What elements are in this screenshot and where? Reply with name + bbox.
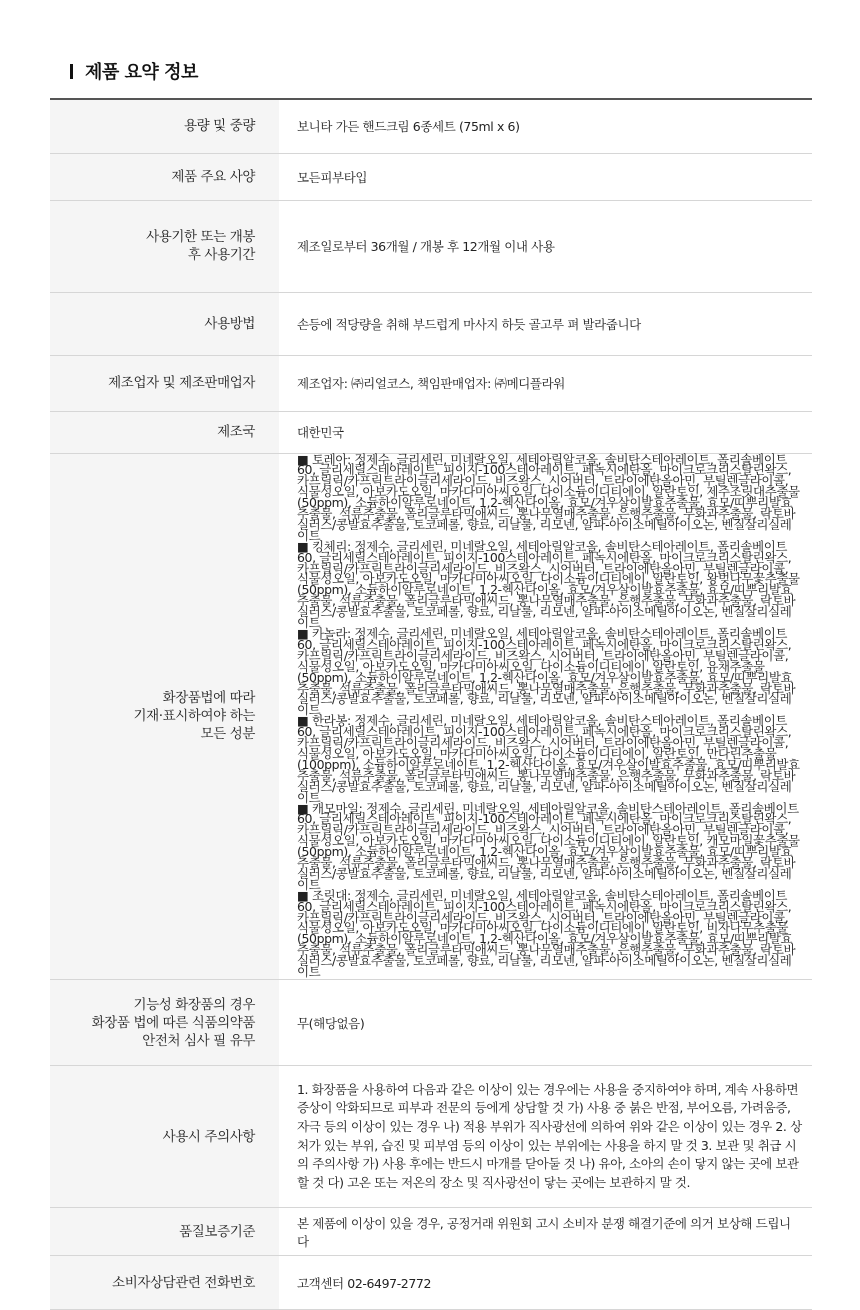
row-value: 대한민국 [279, 411, 812, 453]
row-label: 화장품법에 따라 기재·표시하여야 하는 모든 성분 [50, 453, 279, 980]
row-value: 제조일로부터 36개월 / 개봉 후 12개월 이내 사용 [279, 200, 812, 292]
ingredient-paragraph: ■ 카놀라: 정제수, 글리세린, 미네랄오일, 세테아릴알코올, 솔비탄스테아레이트, 폴리솔베이트60, 글리세릴스테아레이트, 피이지-100스테아레이트, 페녹시에탄올, 마이크로크리스탈린왁스, 카프릴릭/카프릭트라이글리세라이드, 비즈왁스, 시어버터, 트라이에탄올아민, 부틸렌글라이콜, 식물성오일, 아보카도오일, 마카다미아씨오일, 다이소듐이디티에이, 알란토인, 유채추출물(50ppm), 소듐하이알루로네이트, 1,2-헥산다이올, 효모/겨우살이발효추출물, 효모/띠뿌리발효추출물, 석류추출물, 폴리글루타믹애씨드, 뽕나무열매추출물, 은행추출물, 무화과추출물, 락토바실러스/콩발효추출물, 토코페롤, 향료, 리날룰, 리모넨, 알파-아이소메틸아이오논, 벤질살리실레이트 [297, 626, 796, 718]
table-row [50, 980, 812, 1066]
row-label: 제조업자 및 제조판매업자 [50, 355, 279, 411]
ingredient-paragraph: ■ 토레아: 정제수, 글리세린, 미네랄오일, 세테아릴알코올, 솔비탄스테아레이트, 폴리솔베이트60, 글리세릴스테아레이트, 피이지-100스테아레이트, 페녹시에탄올, 마이크로크리스탈린왁스, 카프릴릭/카프릭트라이글리세라이드, 비즈왁스, 시어버터, 트라이에탄올아민, 부틸렌글라이콜, 식물성오일, 아보카도오일, 마카다미아씨오일, 다이소듐이디티에이, 알란토인, 제주조릿대추출물(50ppm), 소듐하이알루로네이트, 1,2-헥산다이올, 효모/겨우살이발효추출물, 효모/띠뿌리발효추출물, 석류추출물, 폴리글루타믹애씨드, 뽕나무열매추출물, 은행추출물, 무화과추출물, 락토바실러스/콩발효추출물, 토코페롤, 향료, 리날룰, 리모넨, 알파-아이소메틸아이오논, 벤질살리실레이트 [297, 451, 800, 543]
row-label: 제품 주요 사양 [50, 153, 279, 200]
row-value: 제조업자: ㈜리얼코스, 책임판매업자: ㈜메디플라워 [279, 355, 812, 411]
row-label: 품질보증기준 [50, 1208, 279, 1256]
ingredient-paragraph: ■ 킹체리: 정제수, 글리세린, 미네랄오일, 세테아릴알코올, 솔비탄스테아레이트, 폴리솔베이트60, 글리세릴스테아레이트, 피이지-100스테아레이트, 페녹시에탄올, 마이크로크리스탈린왁스, 카프릴릭/카프릭트라이글리세라이드, 비즈왁스, 시어버터, 트라이에탄올아민, 부틸렌글라이콜, 식물성오일, 아보카도오일, 마카다미아씨오일, 다이소듐이디티에이, 알란토인, 왕벚나무꽃추출물(50ppm), 소듐하이알루로네이트, 1,2-헥산다이올, 효모/겨우살이발효추출물, 효모/띠뿌리발효추출물, 석류추출물, 폴리글루타믹애씨드, 뽕나무열매추출물, 은행추출물, 무화과추출물, 락토바실러스/콩발효추출물, 토코페롤, 향료, 리날룰, 리모넨, 알파-아이소메틸아이오논, 벤질살리실레이트 [297, 538, 800, 631]
row-value: 무(해당없음) [279, 980, 812, 1066]
row-label: 사용방법 [50, 292, 279, 355]
table-row [50, 99, 812, 153]
table-row [50, 411, 812, 453]
row-value: 보니타 가든 핸드크림 6종세트 (75ml x 6) [279, 99, 812, 153]
table-row [50, 200, 812, 292]
ingredients-list [279, 453, 812, 980]
row-label: 사용시 주의사항 [50, 1066, 279, 1208]
ingredient-paragraph: ■ 캐모마일: 정제수, 글리세린, 미네랄오일, 세테아릴알코올, 솔비탄스테아레이트, 폴리솔베이트60, 글리세릴스테아레이트, 피이지-100스테아레이트, 페녹시에탄올, 마이크로크리스탈린왁스, 카프릴릭/카프릭트라이글리세라이드, 비즈왁스, 시어버터, 트라이에탄올아민, 부틸렌글라이콜, 식물성오일, 아보카도오일, 마카다미아씨오일, 다이소듐이디티에이, 알란토인, 캐모마일꽃추출물(50ppm), 소듐하이알루로네이트, 1,2-헥산다이올, 효모/겨우살이발효추출물, 효모/띠뿌리발효추출물, 석류추출물, 폴리글루타믹애씨드, 뽕나무열매추출물, 은행추출물, 무화과추출물, 락토바실러스/콩발효추출물, 토코페롤, 향료, 리날룰, 리모넨, 알파-아이소메틸아이오논, 벤질살리실레이트 [297, 800, 800, 892]
product-info-table [50, 98, 812, 1310]
table-row [50, 153, 812, 200]
row-label: 기능성 화장품의 경우 화장품 법에 따른 식품의약품 안전처 심사 필 유무 [50, 980, 279, 1066]
table-row [50, 1208, 812, 1256]
row-label: 제조국 [50, 411, 279, 453]
row-value: 모든피부타입 [279, 153, 812, 200]
row-value: 고객센터 02-6497-2772 [279, 1256, 812, 1310]
row-label: 사용기한 또는 개봉 후 사용기간 [50, 200, 279, 292]
table-row [50, 1256, 812, 1310]
table-row [50, 1066, 812, 1208]
table-row [50, 355, 812, 411]
precautions-text: 1. 화장품을 사용하여 다음과 같은 이상이 있는 경우에는 사용을 중지하여야 하며, 계속 사용하면 증상이 악화되므로 피부과 전문의 등에게 상담할 것 가) 사용 중 붉은 반점, 부어오름, 가려움증, 자극 등의 이상이 있는 경우 나) 적용 부위가 직사광선에 의하여 위와 같은 이상이 있는 경우 2. 상처가 있는 부위, 습진 및 피부염 등의 이상이 있는 부위에는 사용을 하지 말 것 3. 보관 및 취급 시의 주의사항 가) 사용 후에는 반드시 마개를 닫아둘 것 나) 유아, 소아의 손이 닿지 않는 곳에 보관할 것 다) 고온 또는 저온의 장소 및 직사광선이 닿는 곳에는 보관하지 말 것. [279, 1066, 812, 1208]
row-label: 용량 및 중량 [50, 99, 279, 153]
title-bar [70, 64, 73, 79]
section-title [70, 58, 198, 84]
row-value: 손등에 적당량을 취해 부드럽게 마사지 하듯 골고루 펴 발라줍니다 [279, 292, 812, 355]
table-row [50, 453, 812, 980]
ingredient-paragraph: ■ 조릿대: 정제수, 글리세린, 미네랄오일, 세테아릴알코올, 솔비탄스테아레이트, 폴리솔베이트60, 글리세릴스테아레이트, 피이지-100스테아레이트, 페녹시에탄올, 마이크로크리스탈린왁스, 카프릴릭/카프릭트라이글리세라이드, 비즈왁스, 시어버터, 트라이에탄올아민, 부틸렌글라이콜, 식물성오일, 아보카도오일, 마카다미아씨오일, 다이소듐이디티에이, 알란토인, 비자나무추출물(50ppm), 소듐하이알루로네이트, 1,2-헥산다이올, 효모/겨우살이발효추출물, 효모/띠뿌리발효추출물, 석류추출물, 폴리글루타믹애씨드, 뽕나무열매추출물, 은행추출물, 무화과추출물, 락토바실러스/콩발효추출물, 토코페롤, 향료, 리날룰, 리모넨, 알파-아이소메틸아이오논, 벤질살리실레이트 [297, 887, 796, 980]
table-row [50, 292, 812, 355]
row-value: 본 제품에 이상이 있을 경우, 공정거래 위원회 고시 소비자 분쟁 해결기준에 의거 보상해 드립니다 [279, 1208, 812, 1256]
row-label: 소비자상담관련 전화번호 [50, 1256, 279, 1310]
section-title-text: 제품 요약 정보 [85, 62, 198, 83]
ingredient-paragraph: ■ 한라봉: 정제수, 글리세린, 미네랄오일, 세테아릴알코올, 솔비탄스테아레이트, 폴리솔베이트60, 글리세릴스테아레이트, 피이지-100스테아레이트, 페녹시에탄올, 마이크로크리스탈린왁스, 카프릴릭/카프릭트라이글리세라이드, 비즈왁스, 시어버터, 트라이에탄올아민, 부틸렌글라이콜, 식물성오일, 아보카도오일, 마카다미아씨오일, 다이소듐이디티에이, 알란토인, 만다린추출물(100ppm), 소듐하이알루로네이트, 1,2-헥산다이올, 효모/겨우살이발효추출물, 효모/띠뿌리발효추출물, 석류추출물, 폴리글루타믹애씨드, 뽕나무열매추출물, 은행추출물, 무화과추출물, 락토바실러스/콩발효추출물, 토코페롤, 향료, 리날룰, 리모넨, 알파-아이소메틸아이오논, 벤질살리실레이트 [297, 713, 800, 805]
